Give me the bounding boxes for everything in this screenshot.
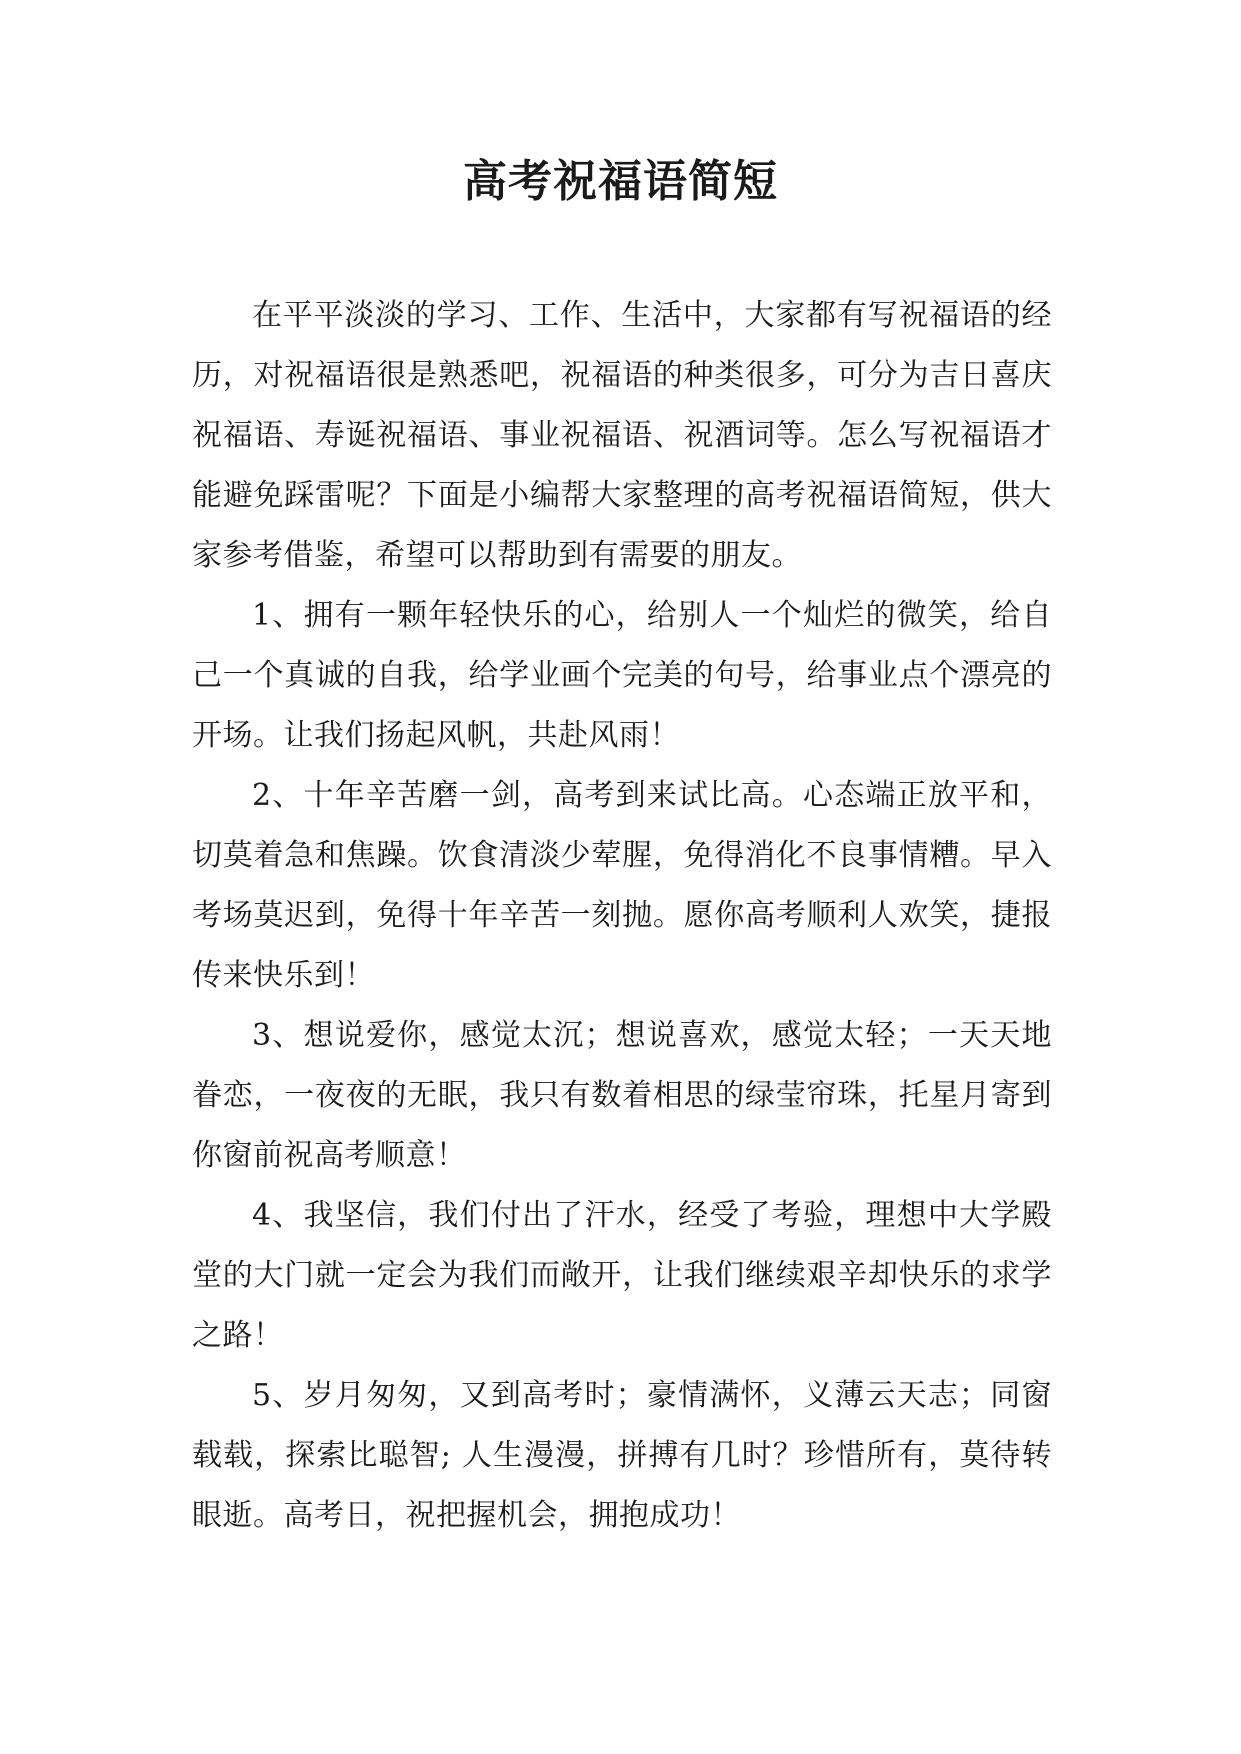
wish-paragraph-2: 2、十年辛苦磨一剑，高考到来试比高。心态端正放平和，切莫着急和焦躁。饮食清淡少荤腥，免得消化不良事情糟。早入考场莫迟到，免得十年辛苦一刻抛。愿你高考顺利人欢笑，捷报传来快乐到！ bbox=[192, 778, 1052, 993]
intro-paragraph: 在平平淡淡的学习、工作、生活中，大家都有写祝福语的经历，对祝福语很是熟悉吧，祝福语的种类很多，可分为吉日喜庆祝福语、寿诞祝福语、事业祝福语、祝酒词等。怎么写祝福语才能避免踩雷呢？下面是小编帮大家整理的高考祝福语简短，供大家参考借鉴，希望可以帮助到有需要的朋友。 bbox=[192, 298, 1052, 573]
document-title: 高考祝福语简短 bbox=[463, 156, 778, 207]
wish-paragraph-5: 5、岁月匆匆，又到高考时；豪情满怀，义薄云天志；同窗载载，探索比聪智; 人生漫漫，拼搏有几时？珍惜所有，莫待转眼逝。高考日，祝把握机会，拥抱成功！ bbox=[192, 1378, 1052, 1533]
wish-paragraph-4: 4、我坚信，我们付出了汗水，经受了考验，理想中大学殿堂的大门就一定会为我们而敞开，让我们继续艰辛却快乐的求学之路！ bbox=[192, 1198, 1052, 1353]
document-body bbox=[192, 286, 1052, 1546]
wish-paragraph-1: 1、拥有一颗年轻快乐的心，给别人一个灿烂的微笑，给自己一个真诚的自我，给学业画个完美的句号，给事业点个漂亮的开场。让我们扬起风帆，共赴风雨！ bbox=[192, 598, 1052, 753]
wish-paragraph-3: 3、想说爱你，感觉太沉；想说喜欢，感觉太轻；一天天地眷恋，一夜夜的无眠，我只有数着相思的绿莹帘珠，托星月寄到你窗前祝高考顺意！ bbox=[192, 1018, 1052, 1173]
